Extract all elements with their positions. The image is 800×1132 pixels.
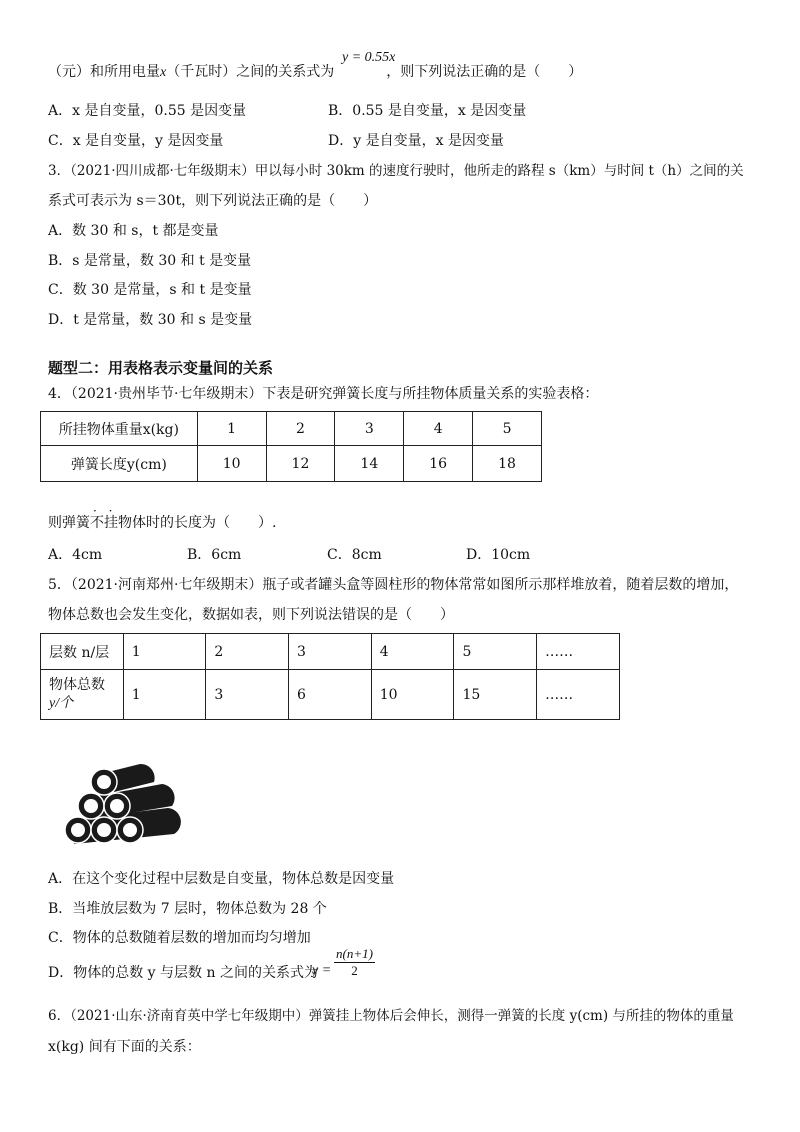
table-cell: 3 [206,670,289,720]
q2-option-d[interactable]: D．y 是自变量，x 是因变量 [328,133,504,149]
table-cell: 5 [473,412,542,446]
emphasis-dots: · · [93,504,117,518]
table-cell: 3 [289,634,372,670]
q4-option-b[interactable]: B．6cm [187,547,242,563]
table-cell [41,670,124,720]
q5-stem-line1: 5．（2021·河南郑州·七年级期末）瓶子或者罐头盒等圆柱形的物体常常如图所示那样堆放着，随着层数的增加， [48,577,739,593]
q5-row2-header-b: y/个 [49,696,74,711]
q5-option-a[interactable]: A．在这个变化过程中层数是自变量，物体总数是因变量 [48,871,395,887]
table-cell: 2 [266,412,335,446]
table-cell: 12 [266,446,335,482]
q5-option-c[interactable]: C．物体的总数随着层数的增加而均匀增加 [48,930,311,946]
table-cell: 4 [404,412,473,446]
table-cell: 15 [454,670,537,720]
q3-option-d[interactable]: D．t 是常量，数 30 和 s 是变量 [48,312,253,328]
q2-option-c[interactable]: C．x 是自变量，y 是因变量 [48,133,224,149]
table-row [41,446,542,482]
q3-stem-line1: 3．（2021·四川成都·七年级期末）甲以每小时 30km 的速度行驶时，他所走的路程 s（km）与时间 t（h）之间的关 [48,163,744,179]
table-cell: 层数 n/层 [41,634,124,670]
q5-formula-fraction [334,946,375,979]
q5-option-d[interactable]: D．物体的总数 y 与层数 n 之间的关系式为 [48,965,318,981]
table-cell: 1 [123,634,206,670]
q4-option-d[interactable]: D．10cm [466,547,531,563]
q5-stem-line2: 物体总数也会发生变化，数据如表，则下列说法错误的是（ ） [48,607,454,623]
q2-formula: y = 0.55x [342,50,396,65]
table-row [41,670,620,720]
stacked-cylinders-figure [56,760,186,850]
q2-var-x: x [160,65,167,80]
q6-stem-line1: 6．（2021·山东·济南育英中学七年级期中）弹簧挂上物体后会伸长，测得一弹簧的长度 y(cm) 与所挂的物体的重量 [48,1008,734,1024]
table-cell: 弹簧长度y(cm) [41,446,198,482]
q4-question: 则弹簧不挂物体时的长度为（ ）. [48,515,277,531]
section-title: 题型二：用表格表示变量间的关系 [48,359,274,377]
q6-stem-line2: x(kg) 间有下面的关系： [48,1039,201,1055]
table-cell: 16 [404,446,473,482]
table-cell: 10 [197,446,266,482]
q5-formula-denominator: 2 [351,963,358,978]
table-row [41,634,620,670]
table-cell: 所挂物体重量x(kg) [41,412,198,446]
table-cell: 6 [289,670,372,720]
q3-option-a[interactable]: A．数 30 和 s，t 都是变量 [48,223,219,239]
q3-option-c[interactable]: C．数 30 是常量，s 和 t 是变量 [48,282,252,298]
q2-stem-b: （千瓦时）之间的关系式为 [166,64,335,80]
q5-formula-lhs: y = [312,963,332,978]
table-cell: …… [537,670,620,720]
table-cell: 1 [123,670,206,720]
q5-formula-numerator: n(n+1) [336,946,373,961]
table-cell: 1 [197,412,266,446]
q4-option-a[interactable]: A．4cm [48,547,103,563]
q5-row2-header-a: 物体总数 [49,677,105,693]
q5-option-b[interactable]: B．当堆放层数为 7 层时，物体总数为 28 个 [48,901,327,917]
table-cell: 2 [206,634,289,670]
table-cell: 3 [335,412,404,446]
table-row [41,412,542,446]
q2-stem [48,62,582,83]
q3-option-b[interactable]: B．s 是常量，数 30 和 t 是变量 [48,253,252,269]
q3-stem-line2: 系式可表示为 s＝30t，则下列说法正确的是（ ） [48,193,378,209]
q2-stem-a: （元）和所用电量 [48,64,160,80]
table-cell: 4 [371,634,454,670]
table-cell: 18 [473,446,542,482]
table-cell: 5 [454,634,537,670]
table-cell: …… [537,634,620,670]
q2-option-b[interactable]: B．0.55 是自变量，x 是因变量 [328,103,527,119]
q2-option-a[interactable]: A．x 是自变量，0.55 是因变量 [48,103,247,119]
q5-table [40,633,620,720]
table-cell: 10 [371,670,454,720]
q4-option-c[interactable]: C．8cm [327,547,382,563]
q4-stem: 4．（2021·贵州毕节·七年级期末）下表是研究弹簧长度与所挂物体质量关系的实验表格： [48,386,599,402]
table-cell: 14 [335,446,404,482]
q4-table [40,411,542,482]
q2-stem-c: ，则下列说法正确的是（ ） [386,64,583,80]
